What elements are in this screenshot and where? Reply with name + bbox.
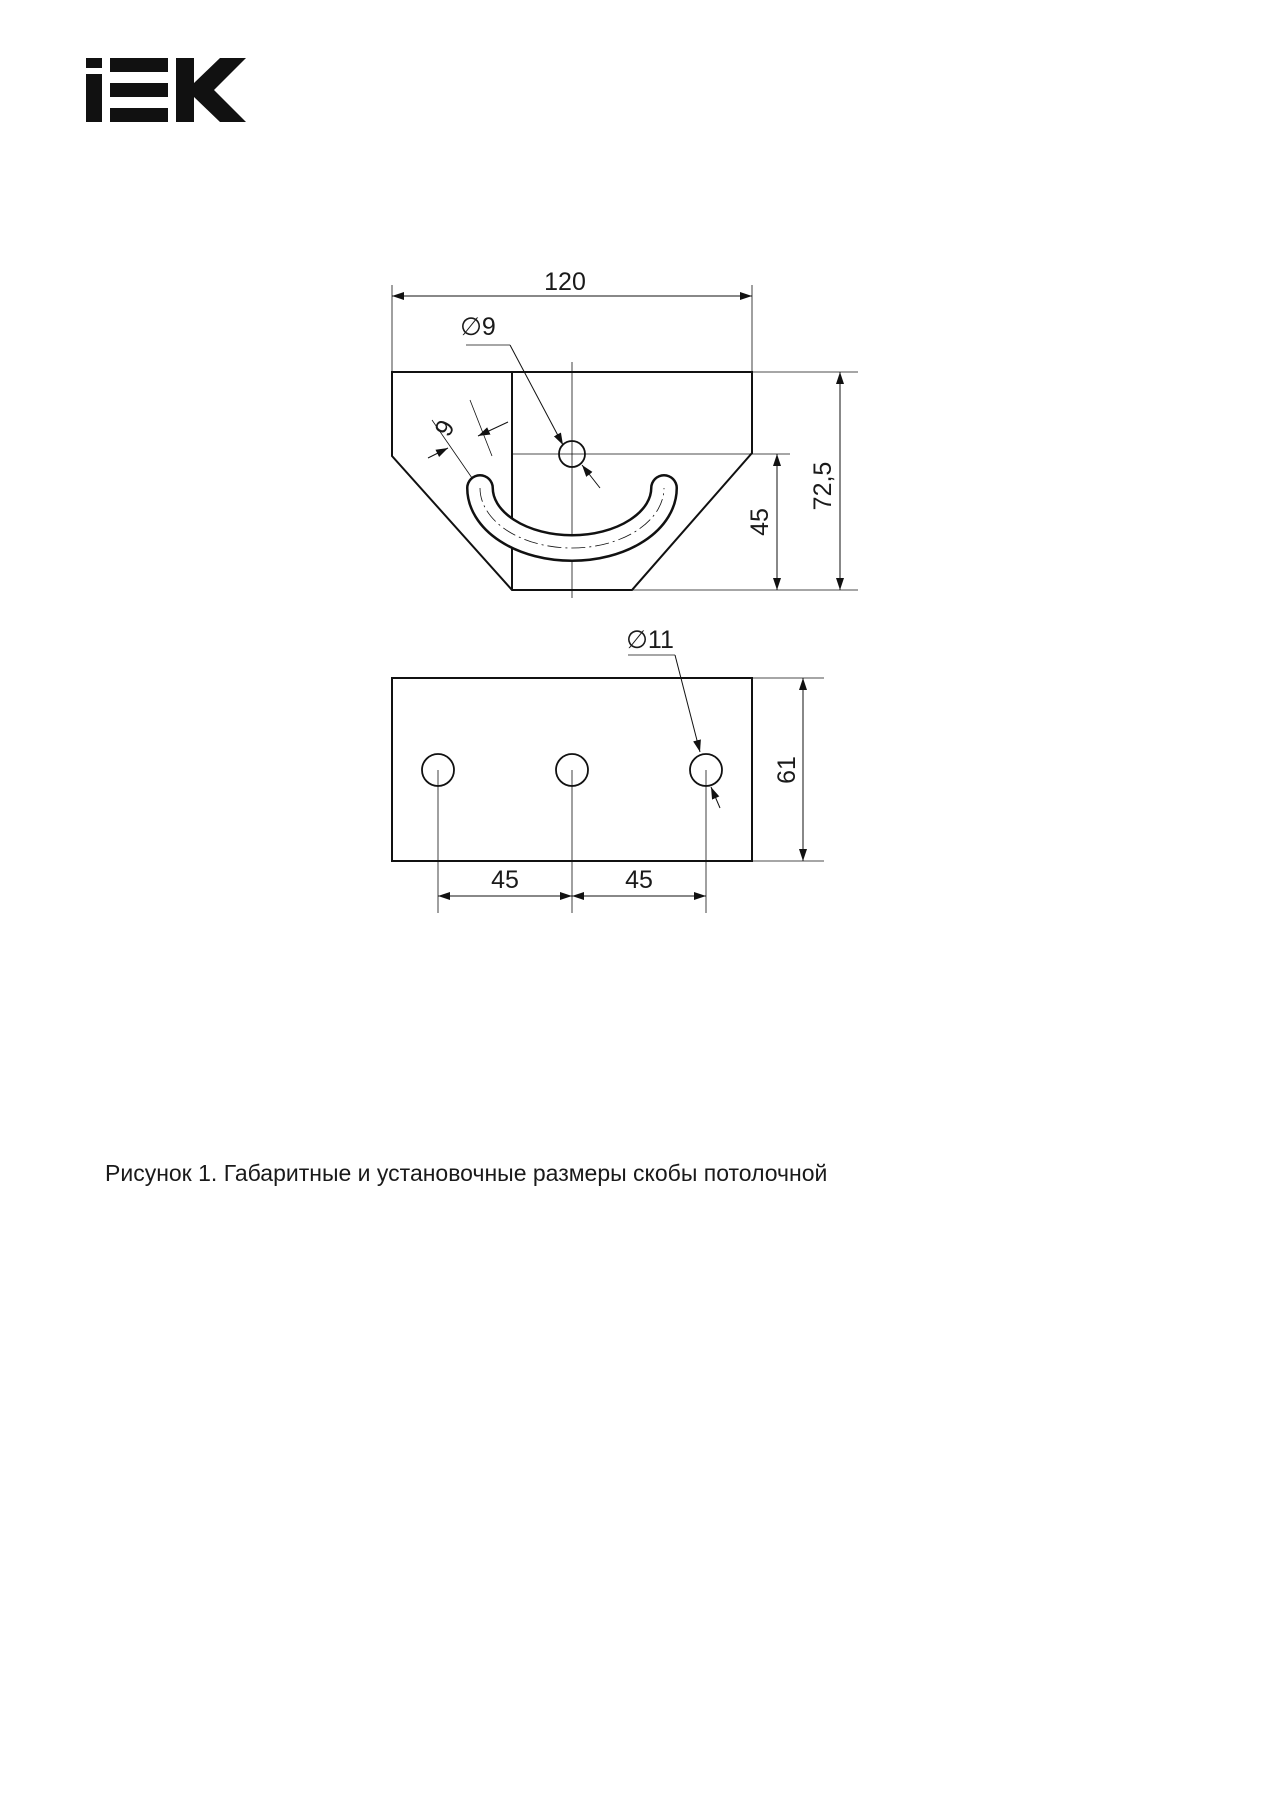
dim-spacing-right-label: 45 [625, 866, 653, 894]
dim-width-label: 120 [544, 268, 586, 296]
dim-hole-bottom-label: ∅11 [626, 626, 674, 654]
dim-plate-depth-label: 61 [773, 756, 801, 784]
dim-total-height-label: 72,5 [809, 461, 837, 511]
plan-view [392, 655, 824, 913]
dim-slot-width-label: 9 [429, 415, 461, 441]
figure-caption: Рисунок 1. Габаритные и установочные размеры скобы потолочной [105, 1160, 828, 1186]
dim-hole-top-label: ∅9 [460, 313, 496, 341]
dim-hole-height-label: 45 [746, 508, 774, 536]
dim-spacing-left-label: 45 [491, 866, 519, 894]
